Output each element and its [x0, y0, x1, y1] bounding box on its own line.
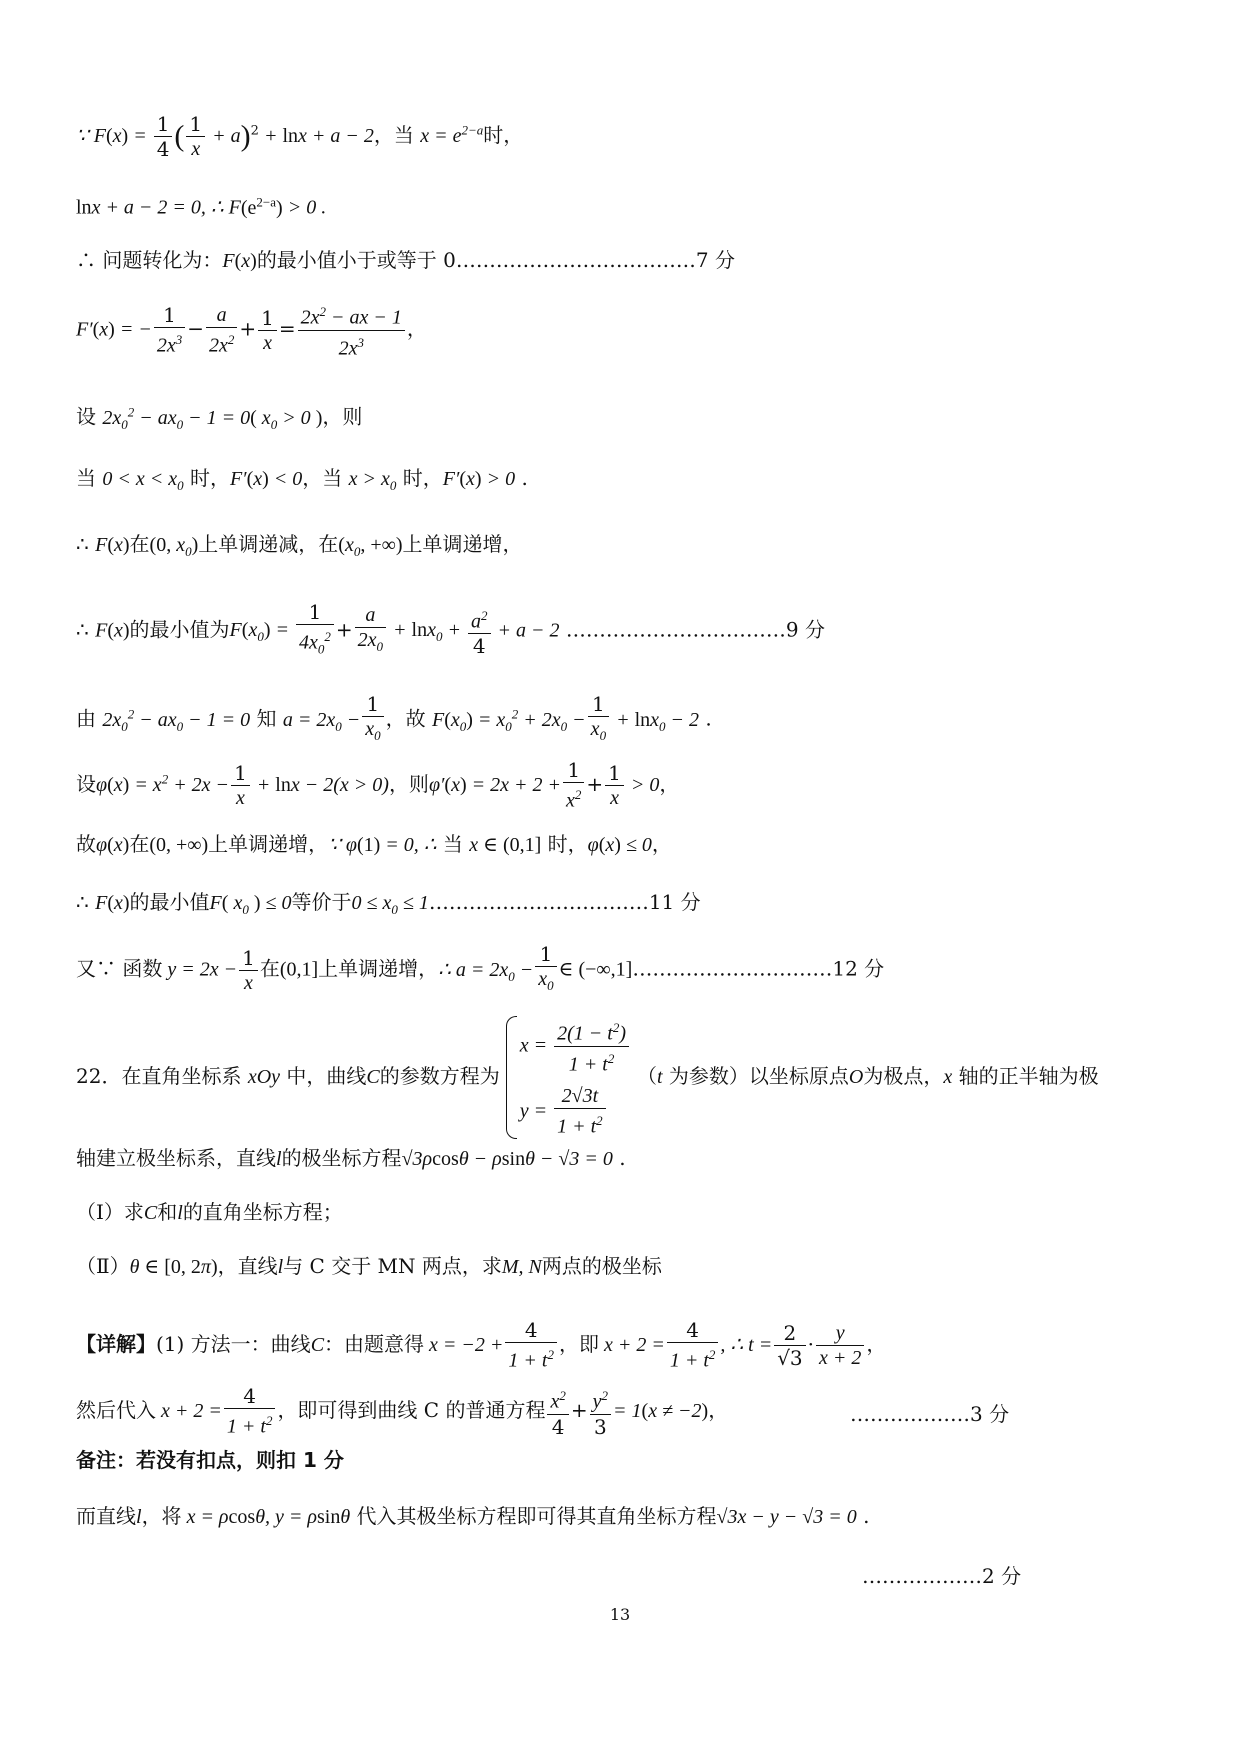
line-12: ∴ F(x)的最小值F( $x_0$ ) ≤ 0等价于$0 \le x_0$ ≤ 1……………………………11 分: [76, 890, 701, 917]
question-22: 22．在直角坐标系 xOy 中，曲线C的参数方程为 x = $\frac{2(1 - t^2)}{1 + t^2}$ y = $\frac{2√3t}{1 + t^2}$ （t 为参数）以坐标原点O为极点，x 轴的正半轴为极: [76, 1012, 1099, 1143]
parametric-system: x = $\frac{2(1 - t^2)}{1 + t^2}$ y = $\frac{2√3t}{1 + t^2}$: [506, 1012, 631, 1143]
line-8: ∴ F(x)的最小值为$F(x_0)$ = $\frac{1}{4x_0^2}$ + $\frac{a}{2x_0}$ + lnx$_0$ + $\frac{a^2}{4}$ + a − 2 ……………………………9 分: [76, 600, 825, 662]
line-7: ∴ F(x)在(0, $x_0$)上单调递减，在($x_0$, +∞)上单调递增，: [76, 532, 523, 559]
line-11: 故φ(x)在(0, +∞)上单调递增，∵ φ(1) = 0, ∴ 当 x ∈ (0,1] 时，φ(x) ≤ 0，: [76, 832, 672, 856]
line-3: ∴ 问题转化为：F(x)的最小值小于或等于 0………………………………7 分: [76, 248, 735, 272]
page-number: 13: [609, 1605, 631, 1624]
question-22-line-2: 轴建立极坐标系，直线l的极坐标方程√3ρcosθ − ρsinθ − √3 = 0 .: [76, 1146, 626, 1170]
question-22-part-2: （Ⅱ）θ ∈ [0, 2π)，直线l与 C 交于 MN 两点，求M, N两点的极坐标: [76, 1254, 662, 1278]
solution-line-3: 而直线l，将 x = ρcosθ, y = ρsinθ 代入其极坐标方程即可得其直角坐标方程√3x − y − √3 = 0 .: [76, 1504, 870, 1528]
question-22-part-1: （Ⅰ）求C和l的直角坐标方程；: [76, 1200, 343, 1224]
line-9: 由 $2x_0^2 - ax_0 - 1 = 0$ 知 $a = 2x_0$ − $\frac{1}{x_0}$ ，故 $F(x_0) = x_0^2 + 2x_0$ − $\frac{1}{x_0}$ + lnx$_0$ − 2 .: [76, 692, 712, 748]
line-4: F′(x) = − $\frac{1}{2x^3}$ − $\frac{a}{2x^2}$ + $\frac{1}{x}$ = $\frac{2x^2 - ax - 1}{2x^3}$ ，: [76, 302, 427, 360]
score-2: ………………2 分: [862, 1564, 1022, 1588]
line-13: 又∵ 函数 y = 2x − $\frac{1}{x}$ 在(0,1]上单调递增，∴ $a = 2x_0$ − $\frac{1}{x_0}$ ∈ (−∞,1]…………………………12 分: [76, 942, 884, 998]
score-3: ………………3 分: [850, 1402, 1010, 1426]
note-line: 备注：若没有扣点，则扣 1 分: [76, 1448, 344, 1472]
solution-line-2: 然后代入 x + 2 = $\frac{4}{1 + t^2}$ ，即可得到曲线 C 的普通方程 $\frac{x^2}{4}$ + $\frac{y^2}{3}$ = 1(x ≠ −2)，: [76, 1384, 729, 1439]
line-1: ∵ F(x) = $\frac{1}{4}$ ( $\frac{1}{x}$ + a)$^2$ + lnx + a − 2，当 $x = e^{2-a}$时，: [76, 112, 524, 161]
solution-line-1: 【详解】(1) 方法一：曲线C：由题意得 x = −2 + $\frac{4}{1 + t^2}$ ，即 x + 2 = $\frac{4}{1 + t^2}$ , ∴ t = $\frac{2}{√3}$ · $\frac{y}{x + 2}$ ，: [76, 1318, 887, 1372]
line-6: 当 $0 < x < x_0$ 时，F′(x) < 0，当 $x > x_0$ 时，F′(x) > 0 .: [76, 466, 528, 493]
line-5: 设 $2x_0^2 - ax_0 - 1 = 0$( $x_0 > 0$ )，则: [76, 404, 363, 432]
line-10: 设$\varphi(x) = x^2 + 2x$ − $\frac{1}{x}$ + lnx − 2(x > 0)，则φ′(x) = 2x + 2 + $\frac{1}{x^2}$ + $\frac{1}{x}$ > 0，: [76, 758, 680, 812]
line-2: lnx + a − 2 = 0, ∴ $F(e^{2-a}) > 0$ .: [76, 194, 327, 219]
